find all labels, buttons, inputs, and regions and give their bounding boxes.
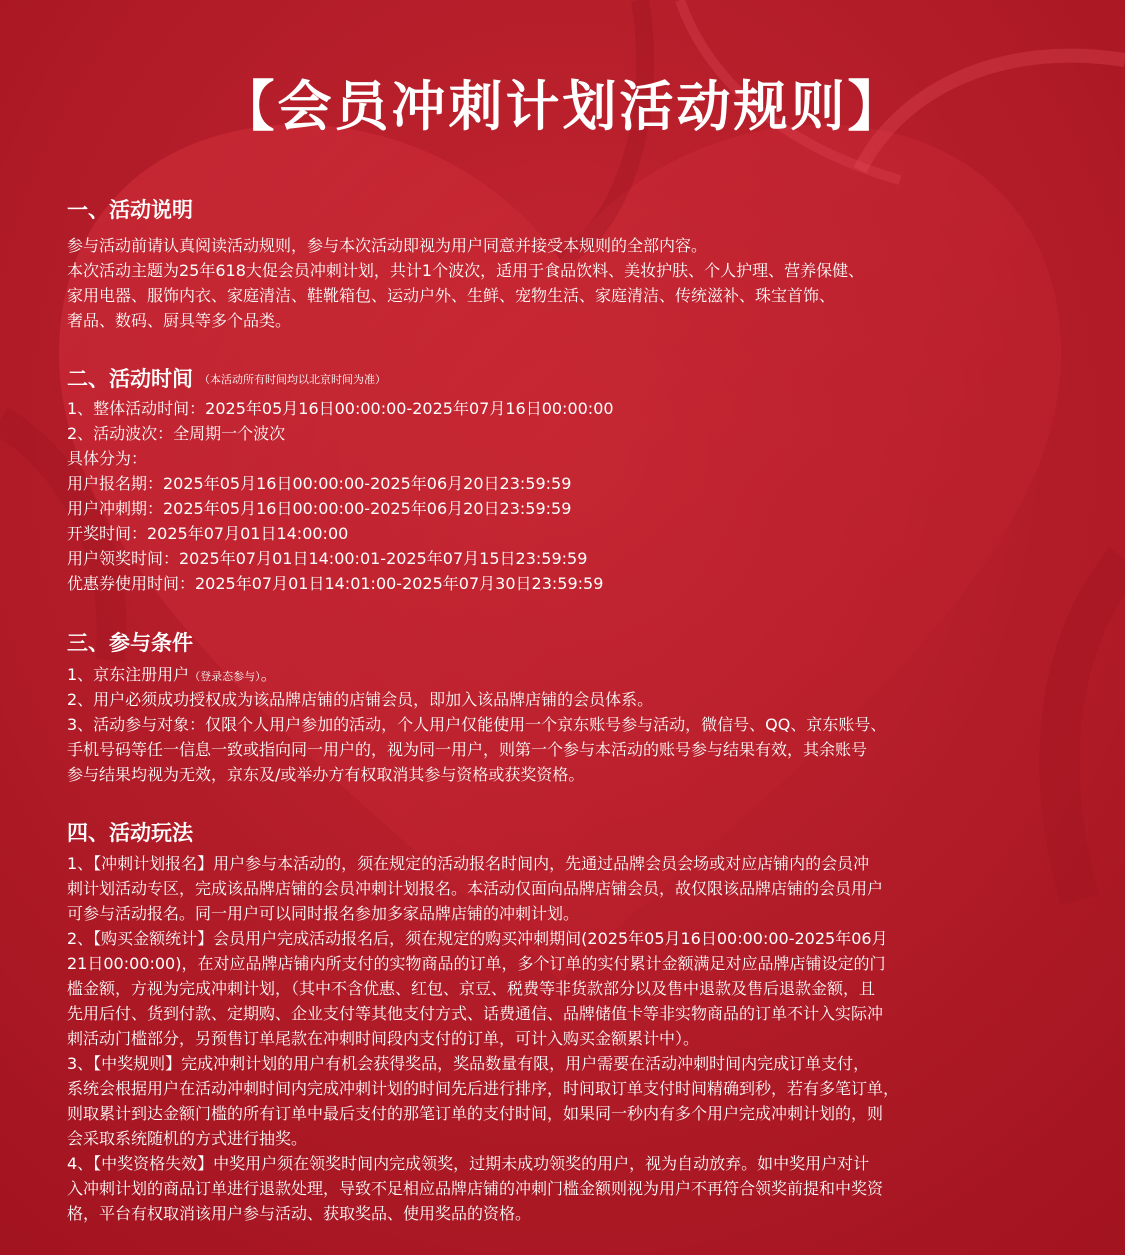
text-line: 具体分为： [67, 449, 148, 468]
text-line: 会采取系统随机的方式进行抽奖。 [67, 1129, 308, 1148]
section-body-description [67, 233, 1067, 333]
text-line: 2、【购买金额统计】会员用户完成活动报名后，须在规定的购买冲刺期间(2025年05月16日00:00:00-2025年06月 [67, 929, 888, 948]
section-heading-description: 一、活动说明 [67, 198, 193, 222]
text-line: 手机号码等任一信息一致或指向同一用户的，视为同一用户，则第一个参与本活动的账号参与结果有效，其余账号 [67, 740, 868, 759]
section-body-conditions [67, 662, 1067, 787]
section-heading-gameplay: 四、活动玩法 [67, 821, 193, 845]
section-heading-time-label: 二、活动时间 [67, 367, 193, 391]
section-heading-conditions: 三、参与条件 [67, 631, 193, 655]
page-title: 【会员冲刺计划活动规则】 [220, 75, 905, 138]
text-line [67, 662, 1067, 687]
text-line: 奢品、数码、厨具等多个品类。 [67, 311, 292, 330]
text-line: 1、【冲刺计划报名】用户参与本活动的，须在规定的活动报名时间内，先通过品牌会员会场或对应店铺内的会员冲 [67, 854, 870, 873]
text-line: 2、活动波次：全周期一个波次 [67, 424, 286, 443]
text-line: 21日00:00:00)，在对应品牌店铺内所支付的实物商品的订单，多个订单的实付累计金额满足对应品牌店铺设定的门 [67, 954, 886, 973]
text-line: 3、活动参与对象：仅限个人用户参加的活动，个人用户仅能使用一个京东账号参与活动，微信号、QQ、京东账号、 [67, 715, 887, 734]
text-line: 1、整体活动时间：2025年05月16日00:00:00-2025年07月16日00:00:00 [67, 399, 614, 418]
section-heading-time-note: （本活动所有时间均以北京时间为准） [199, 373, 386, 386]
text-line: 用户冲刺期：2025年05月16日00:00:00-2025年06月20日23:59:59 [67, 499, 572, 518]
text-line: 优惠券使用时间：2025年07月01日14:01:00-2025年07月30日23:59:59 [67, 574, 604, 593]
section-heading-time [67, 364, 386, 395]
text-line: 可参与活动报名。同一用户可以同时报名参加多家品牌店铺的冲刺计划。 [67, 904, 580, 923]
text-line: 2、用户必须成功授权成为该品牌店铺的店铺会员，即加入该品牌店铺的会员体系。 [67, 690, 654, 709]
text-line: 系统会根据用户在活动冲刺时间内完成冲刺计划的时间先后进行排序，时间取订单支付时间精确到秒，若有多笔订单， [67, 1079, 900, 1098]
text-line: 入冲刺计划的商品订单进行退款处理，导致不足相应品牌店铺的冲刺门槛金额则视为用户不再符合领奖前提和中奖资 [67, 1179, 884, 1198]
text-line: 参与活动前请认真阅读活动规则，参与本次活动即视为用户同意并接受本规则的全部内容。 [67, 236, 708, 255]
condition-1-note: （登录态参与） [189, 670, 261, 683]
text-line: 4、【中奖资格失效】中奖用户须在领奖时间内完成领奖，过期未成功领奖的用户，视为自动放弃。如中奖用户对计 [67, 1154, 870, 1173]
text-line: 格，平台有权取消该用户参与活动、获取奖品、使用奖品的资格。 [67, 1204, 532, 1223]
text-line: 3、【中奖规则】完成冲刺计划的用户有机会获得奖品，奖品数量有限，用户需要在活动冲刺时间内完成订单支付， [67, 1054, 870, 1073]
condition-1-text: 1、京东注册用户 [67, 665, 190, 684]
text-line: 刺计划活动专区，完成该品牌店铺的会员冲刺计划报名。本活动仅面向品牌店铺会员，故仅限该品牌店铺的会员用户 [67, 879, 884, 898]
text-line: 刺活动门槛部分，另预售订单尾款在冲刺时间段内支付的订单，可计入购买金额累计中）。 [67, 1029, 700, 1048]
text-line: 本次活动主题为25年618大促会员冲刺计划，共计1个波次，适用于食品饮料、美妆护肤、个人护理、营养保健、 [67, 261, 865, 280]
section-body-gameplay [67, 851, 1067, 1226]
text-line: 用户领奖时间：2025年07月01日14:00:01-2025年07月15日23:59:59 [67, 549, 588, 568]
text-line: 家用电器、服饰内衣、家庭清洁、鞋靴箱包、运动户外、生鲜、宠物生活、家庭清洁、传统滋补、珠宝首饰、 [67, 286, 836, 305]
text-line: 先用后付、货到付款、定期购、企业支付等其他支付方式、话费通信、品牌储值卡等非实物商品的订单不计入实际冲 [67, 1004, 884, 1023]
text-line: 参与结果均视为无效，京东及/或举办方有权取消其参与资格或获奖资格。 [67, 765, 585, 784]
text-line: 开奖时间：2025年07月01日14:00:00 [67, 524, 349, 543]
text-line: 则取累计到达金额门槛的所有订单中最后支付的那笔订单的支付时间，如果同一秒内有多个用户完成冲刺计划的，则 [67, 1104, 884, 1123]
text-line: 用户报名期：2025年05月16日00:00:00-2025年06月20日23:59:59 [67, 474, 572, 493]
text-line: 槛金额，方视为完成冲刺计划，（其中不含优惠、红包、京豆、税费等非货款部分以及售中退款及售后退款金额，且 [67, 979, 876, 998]
condition-1-end: 。 [260, 665, 277, 684]
section-body-time [67, 396, 1067, 596]
